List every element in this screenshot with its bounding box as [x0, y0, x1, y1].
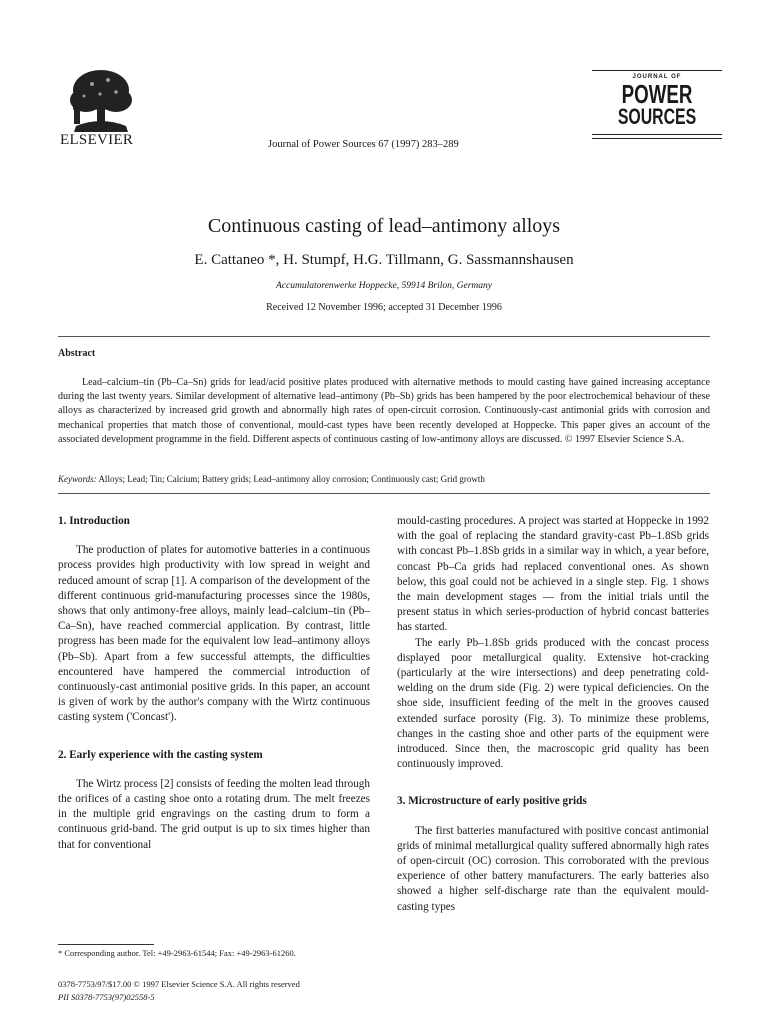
- abstract-body: [58, 376, 710, 447]
- journal-logo-line2: POWER: [621, 79, 693, 109]
- abstract-heading: Abstract: [58, 348, 96, 359]
- logo-rule-top: [592, 70, 722, 71]
- journal-logo: [592, 70, 722, 150]
- copyright-notice: [58, 978, 388, 1003]
- section-heading-introduction: 1. Introduction: [58, 515, 130, 527]
- journal-reference: Journal of Power Sources 67 (1997) 283–289: [268, 139, 459, 150]
- article-title: Continuous casting of lead–antimony alloys: [207, 215, 561, 237]
- introduction-paragraph: The production of plates for automotive batteries in a continuous process provides high productivity with low spread in weight and reduced amount of scrap [1]. A comparison of the development of the different continuous grid-manufacturing processes since the 1980s, shows that only antimony-free alloys, mainly lead–calcium–tin (Pb–Ca–Sn), have reached commercial application. By contrast, little progress has been made for the equivalent low lead–antimony alloys (Pb–Sb). Apart from a few successful attempts, the difficulties encountered have hampered the commercial introduction of continuously-cast antimonial positive grids. In this paper, an account is given of work by the author's company with the Wirtz continuous casting system ('Concast').: [58, 544, 370, 724]
- publisher-name: ELSEVIER: [60, 132, 134, 148]
- early-experience-paragraph-2: The early Pb–1.8Sb grids produced with the concast process displayed poor metallurgical quality. Extensive hot-cracking (particularly at the wire intersections) and deep penetrating cold-welding on the drum side (Fig. 2) were typical deficiencies. On the shoe side, insufficient feeding of the melt in the grooves caused extended surface porosity (Fig. 3). To minimize these problems, changes in the casting shoe and other parts of the equipment were introduced. Since then, the macroscopic grid quality has been continuously improved.: [397, 636, 709, 771]
- corresponding-author-footnote: * Corresponding author. Tel: +49-2963-61544; Fax: +49-2963-61260.: [58, 948, 296, 958]
- journal-logo-line1: JOURNAL OF: [632, 74, 682, 80]
- article-authors: E. Cattaneo *, H. Stumpf, H.G. Tillmann, G. Sassmannshausen: [194, 252, 574, 268]
- logo-rule-mid: [592, 134, 722, 135]
- copyright-line: 0378-7753/97/$17.00 © 1997 Elsevier Science S.A. All rights reserved: [58, 979, 300, 989]
- keywords: [58, 474, 710, 484]
- abstract-text: Lead–calcium–tin (Pb–Ca–Sn) grids for lead/acid positive plates produced with alternative methods to mould casting have gained increasing acceptance during the last twenty years. Similar development of alternative lead–antimony (Pb–Sb) grids has been hampered by the poor electrochemical behaviour of these alloys as characterized by increased grid growth and abnormally high rates of open-circuit corrosion. Continuously-cast antimonial grids with corrosion and mechanical properties that match those of conventional, mould-cast types have been recently developed at Hoppecke. This paper gives an account of the associated development programme in the field. Different aspects of continuous casting of low-antimony alloys are discussed. © 1997 Elsevier Science S.A.: [58, 377, 710, 445]
- logo-rule-bottom: [592, 138, 722, 139]
- divider-bottom: [58, 493, 710, 494]
- article-affiliation: Accumulatorenwerke Hoppecke, 59914 Brilon, Germany: [276, 281, 492, 291]
- early-experience-paragraph-1: The Wirtz process [2] consists of feeding the molten lead through the orifices of a casting shoe onto a rotating drum. The melt freezes in the multiple grid engravings on the casting drum to form a continuous grid-band. The grid output is up to six times higher than that for conventional: [58, 777, 370, 851]
- footnote-rule: [58, 944, 154, 945]
- column-right: [397, 514, 709, 915]
- pii-line: PII S0378-7753(97)02558-5: [58, 991, 155, 1002]
- keywords-label: Keywords:: [58, 474, 97, 484]
- section-heading-microstructure: 3. Microstructure of early positive grids: [397, 795, 587, 808]
- section-heading-early-experience: 2. Early experience with the casting system: [58, 748, 263, 761]
- keywords-text: Alloys; Lead; Tin; Calcium; Battery grids; Lead–antimony alloy corrosion; Continuously cast; Grid growth: [98, 474, 485, 484]
- early-experience-paragraph-1-continued: mould-casting procedures. A project was started at Hoppecke in 1992 with the goal of replacing the standard gravity-cast Pb–1.8Sb grids with concast Pb–1.8Sb grids in a similar way in which, a year before, concast Pb–Ca grids had replaced conventional ones. As shown below, this goal could not be achieved in a single step. Fig. 1 shows the main development stages — from the initial trials until the present status in which series-production of hybrid concast batteries has started.: [397, 515, 709, 634]
- divider-top: [58, 336, 710, 337]
- journal-logo-line3: SOURCES: [617, 104, 697, 129]
- column-left: [58, 514, 370, 853]
- microstructure-paragraph: The first batteries manufactured with positive concast antimonial grids of minimal metallurgical quality suffered abnormally high rates of open-circuit (OC) corrosion. This corroborated with the previous experience of other battery manufacturers. The early batteries also showed a higher self-discharge rate than the equivalent mould-casting types: [397, 824, 709, 913]
- article-received-dates: Received 12 November 1996; accepted 31 December 1996: [266, 302, 502, 313]
